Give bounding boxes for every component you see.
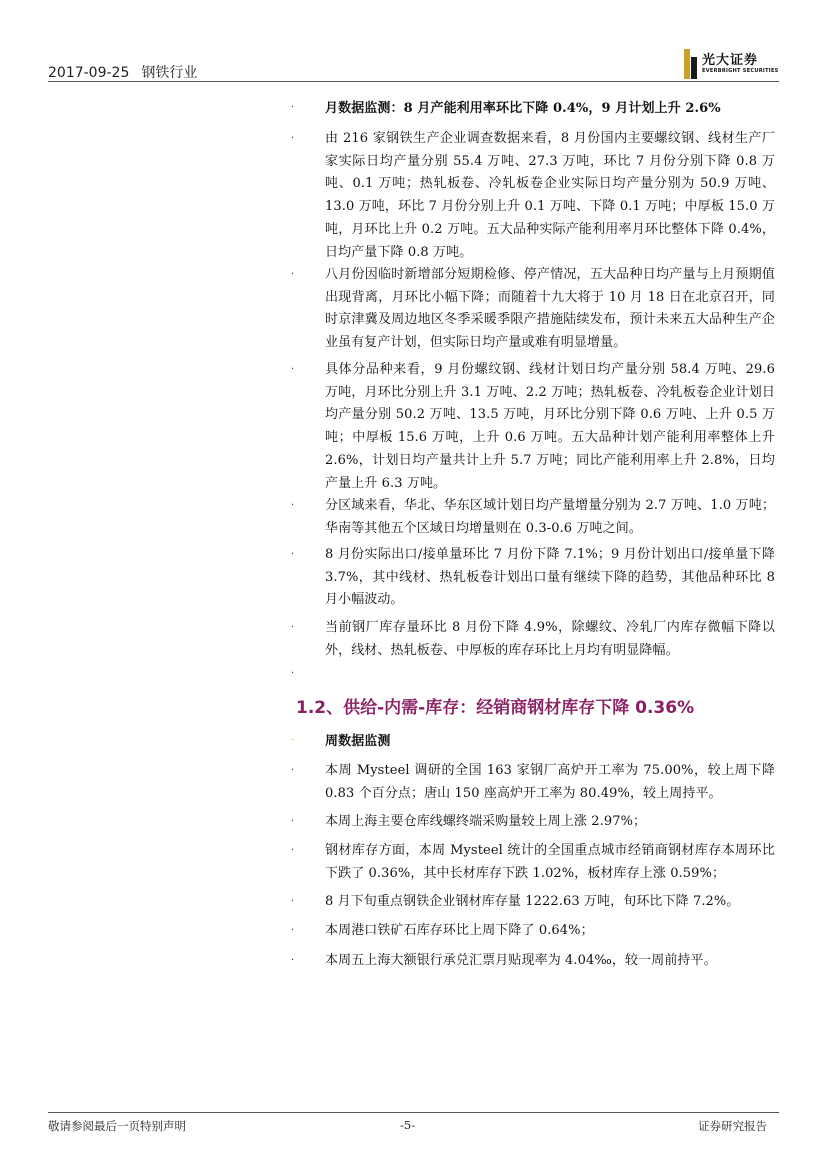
logo-en-text: EVERBRIGHT SECURITIES xyxy=(702,68,779,74)
bullet-dot: · xyxy=(291,668,295,679)
paragraph-exports: 8 月份实际出口/接单量环比 7 月份下降 7.1%；9 月份计划出口/接单量下降 3.7%，其中线材、热轧板卷计划出口量有继续下降的趋势，其他品种环比 8 月小幅波动。 xyxy=(325,547,775,608)
bullet-dot: · xyxy=(291,896,295,907)
paragraph-by-region: 分区域来看，华北、华东区域计划日均产量增量分别为 2.7 万吨、1.0 万吨；华南等其他五个区域日均增量则在 0.3-0.6 万吨之间。 xyxy=(325,498,775,536)
bullet-dot: · xyxy=(291,549,295,560)
bullet-dot: · xyxy=(291,925,295,936)
paragraph-discount-rate: 本周五上海大额银行承兑汇票月贴现率为 4.04‰，较一周前持平。 xyxy=(325,953,717,968)
paragraph-output-data: 由 216 家钢铁生产企业调查数据来看，8 月份国内主要螺纹钢、线材生产厂家实际日均产量分别 55.4 万吨、27.3 万吨，环比 7 月份分别下降 0.8 万吨、0.1 万吨；热轧板卷、冷轧板卷企业实际日均产量分别为 50.9 万吨、13.0 万吨，环比 7 月份分别上升 0.1 万吨、下降 0.1 万吨；中厚板 15.0 万吨，月环比上升 0.2 万吨。五大品种实际产能利用率月环比整体下降 0.4%，日均产量下降 0.8 万吨。 xyxy=(325,131,775,260)
bullet-dot: · xyxy=(291,816,295,827)
paragraph-iron-ore-inventory: 本周港口铁矿石库存环比上周下降了 0.64%； xyxy=(325,923,594,938)
header-divider xyxy=(48,81,779,82)
industry-label: 钢铁行业 xyxy=(141,65,198,81)
section-title: 1.2、供给-内需-库存：经销商钢材库存下降 0.36% xyxy=(296,698,695,718)
bullet-dot: · xyxy=(291,622,295,633)
footer-report-type: 证券研究报告 xyxy=(698,1119,767,1133)
report-date: 2017-09-25 xyxy=(48,65,130,81)
page-number: -5- xyxy=(400,1118,416,1132)
paragraph-blast-furnace: 本周 Mysteel 调研的全国 163 家钢厂高炉开工率为 75.00%，较上周下降 0.83 个百分点；唐山 150 座高炉开工率为 80.49%，较上周持平。 xyxy=(325,763,775,801)
monthly-monitor-heading: 月数据监测：8 月产能利用率环比下降 0.4%，9 月计划上升 2.6% xyxy=(325,101,721,116)
bullet-dot: · xyxy=(291,364,295,375)
paragraph-by-product: 具体分品种来看，9 月份螺纹钢、线材计划日均产量分别 58.4 万吨、29.6 万吨，月环比分别上升 3.1 万吨、2.2 万吨；热轧板卷、冷轧板卷企业计划日均产量分别 50.2 万吨、13.5 万吨，月环比分别下降 0.6 万吨、上升 0.5 万吨；中厚板 15.6 万吨，上升 0.6 万吨。五大品种计划产能利用率整体上升 2.6%，计划日均产量共计上升 5.7 万吨；同比产能利用率上升 2.8%，日均产量上升 6.3 万吨。 xyxy=(325,362,775,491)
paragraph-dealer-inventory: 钢材库存方面，本周 Mysteel 统计的全国重点城市经销商钢材库存本周环比下跌了 0.36%，其中长材库存下跌 1.02%，板材库存上涨 0.59%； xyxy=(325,843,775,881)
logo-mark-icon xyxy=(684,49,698,79)
report-date-and-industry xyxy=(48,62,209,82)
paragraph-shanghai-purchase: 本周上海主要仓库线螺终端采购量较上周上涨 2.97%； xyxy=(325,814,647,829)
bullet-dot: · xyxy=(291,955,295,966)
bullet-dot: · xyxy=(291,735,295,746)
bullet-dot: · xyxy=(291,102,295,113)
bullet-dot: · xyxy=(291,269,295,280)
bullet-dot: · xyxy=(291,133,295,144)
logo-cn-text: 光大证券 xyxy=(702,53,759,68)
company-logo xyxy=(684,48,779,80)
bullet-dot: · xyxy=(291,845,295,856)
paragraph-outlook: 八月份因临时新增部分短期检修、停产情况，五大品种日均产量与上月预期值出现背离，月环比小幅下降；而随着十九大将于 10 月 18 日在北京召开，同时京津冀及周边地区冬季采暖季限产措施陆续发布，预计未来五大品种生产企业虽有复产计划，但实际日均产量或难有明显增量。 xyxy=(325,267,775,351)
footer-disclaimer: 敬请参阅最后一页特别声明 xyxy=(48,1119,186,1133)
footer-divider xyxy=(48,1112,779,1113)
bullet-dot: · xyxy=(291,500,295,511)
bullet-dot: · xyxy=(291,765,295,776)
paragraph-mill-inventory: 当前钢厂库存量环比 8 月份下降 4.9%，除螺纹、冷轧厂内库存微幅下降以外，线材、热轧板卷、中厚板的库存环比上月均有明显降幅。 xyxy=(325,620,775,658)
weekly-monitor-heading: 周数据监测 xyxy=(325,734,391,749)
paragraph-key-enterprise-inventory: 8 月下旬重点钢铁企业钢材库存量 1222.63 万吨，旬环比下降 7.2%。 xyxy=(325,894,740,909)
